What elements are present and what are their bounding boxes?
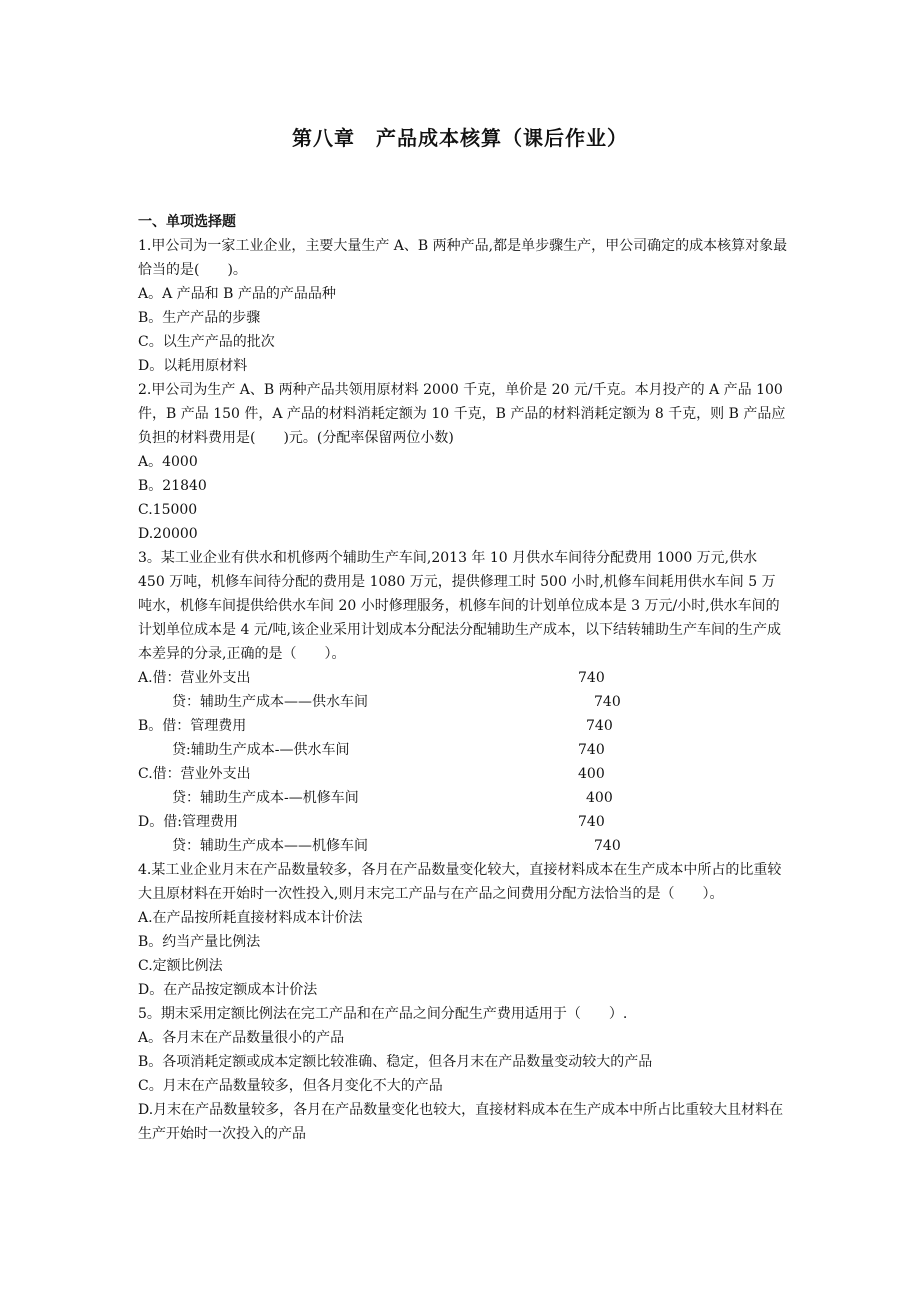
credit-amount: 740 [594, 694, 621, 710]
credit-account: 贷：辅助生产成本——机修车间 [172, 838, 368, 854]
option-b: B。生产产品的步骤 [138, 310, 261, 326]
question-stem: 4.某工业企业月末在产品数量较多，各月在产品数量变化较大，直接材料成本在生产成本中所占的比重较大且原材料在开始时一次性投入,则月末完工产品与在产品之间费用分配方法恰当的是（ ）。 [138, 862, 782, 902]
option-d-credit-line [138, 834, 788, 858]
credit-amount: 740 [578, 742, 605, 758]
question-5 [138, 1002, 788, 1146]
option-a: A。各月末在产品数量很小的产品 [138, 1030, 345, 1046]
debit-account: C.借：营业外支出 [138, 766, 251, 782]
question-stem: 5。期末采用定额比例法在完工产品和在产品之间分配生产费用适用于（ ）. [138, 1006, 628, 1022]
credit-account: 贷：辅助生产成本-—机修车间 [172, 790, 359, 806]
option-a: A.在产品按所耗直接材料成本计价法 [138, 910, 363, 926]
question-3 [138, 546, 788, 858]
option-d: D.月末在产品数量较多，各月在产品数量变化也较大，直接材料成本在生产成本中所占比重较大且材料在生产开始时一次投入的产品 [138, 1102, 784, 1142]
question-4 [138, 858, 788, 1002]
debit-account: A.借：营业外支出 [138, 670, 251, 686]
credit-amount: 740 [594, 838, 621, 854]
question-stem: 3。某工业企业有供水和机修两个辅助生产车间,2013 年 10 月供水车间待分配费用 1000 万元,供水 450 万吨，机修车间待分配的费用是 1080 万元，提供修理工时 500 小时,机修车间耗用供水车间 5 万吨水，机修车间提供给供水车间 20 小时修理服务，机修车间的计划单位成本是 3 万元/小时,供水车间的计划单位成本是 4 元/吨,该企业采用计划成本分配法分配辅助生产成本，以下结转辅助生产车间的生产成本差异的分录,正确的是（ ）。 [138, 550, 781, 662]
debit-amount: 740 [578, 670, 605, 686]
option-b-credit-line [138, 738, 788, 762]
debit-account: D。借:管理费用 [138, 814, 238, 830]
option-d: D。以耗用原材料 [138, 358, 248, 374]
option-b: B。约当产量比例法 [138, 934, 261, 950]
option-c: C。以生产产品的批次 [138, 334, 275, 350]
debit-amount: 400 [578, 766, 605, 782]
debit-amount: 740 [586, 718, 613, 734]
option-b: B。21840 [138, 478, 207, 494]
debit-amount: 740 [578, 814, 605, 830]
credit-account: 贷:辅助生产成本-—供水车间 [172, 742, 350, 758]
option-d-debit-line [138, 810, 788, 834]
question-1 [138, 234, 788, 378]
option-c: C。月末在产品数量较多，但各月变化不大的产品 [138, 1078, 443, 1094]
option-c: C.15000 [138, 502, 198, 518]
credit-account: 贷：辅助生产成本——供水车间 [172, 694, 368, 710]
debit-account: B。借：管理费用 [138, 718, 247, 734]
section-heading: 一、单项选择题 [138, 214, 236, 230]
option-a-credit-line [138, 690, 788, 714]
option-b-debit-line [138, 714, 788, 738]
option-a-debit-line [138, 666, 788, 690]
option-a: A。A 产品和 B 产品的产品品种 [138, 286, 336, 302]
option-c: C.定额比例法 [138, 958, 223, 974]
document-body [138, 210, 788, 1146]
credit-amount: 400 [586, 790, 613, 806]
option-d: D.20000 [138, 526, 198, 542]
option-c-debit-line [138, 762, 788, 786]
option-b: B。各项消耗定额或成本定额比较准确、稳定，但各月末在产品数量变动较大的产品 [138, 1054, 653, 1070]
option-c-credit-line [138, 786, 788, 810]
option-d: D。在产品按定额成本计价法 [138, 982, 318, 998]
question-stem: 2.甲公司为生产 A、B 两种产品共领用原材料 2000 千克，单价是 20 元/千克。本月投产的 A 产品 100 件，B 产品 150 件，A 产品的材料消耗定额为 10 千克，B 产品的材料消耗定额为 8 千克，则 B 产品应负担的材料费用是( )元。(分配率保留两位小数) [138, 382, 786, 446]
page-title: 第八章 产品成本核算（课后作业） [292, 126, 628, 150]
question-2 [138, 378, 788, 546]
option-a: A。4000 [138, 454, 198, 470]
question-stem: 1.甲公司为一家工业企业，主要大量生产 A、B 两种产品,都是单步骤生产，甲公司确定的成本核算对象最恰当的是( )。 [138, 238, 788, 278]
